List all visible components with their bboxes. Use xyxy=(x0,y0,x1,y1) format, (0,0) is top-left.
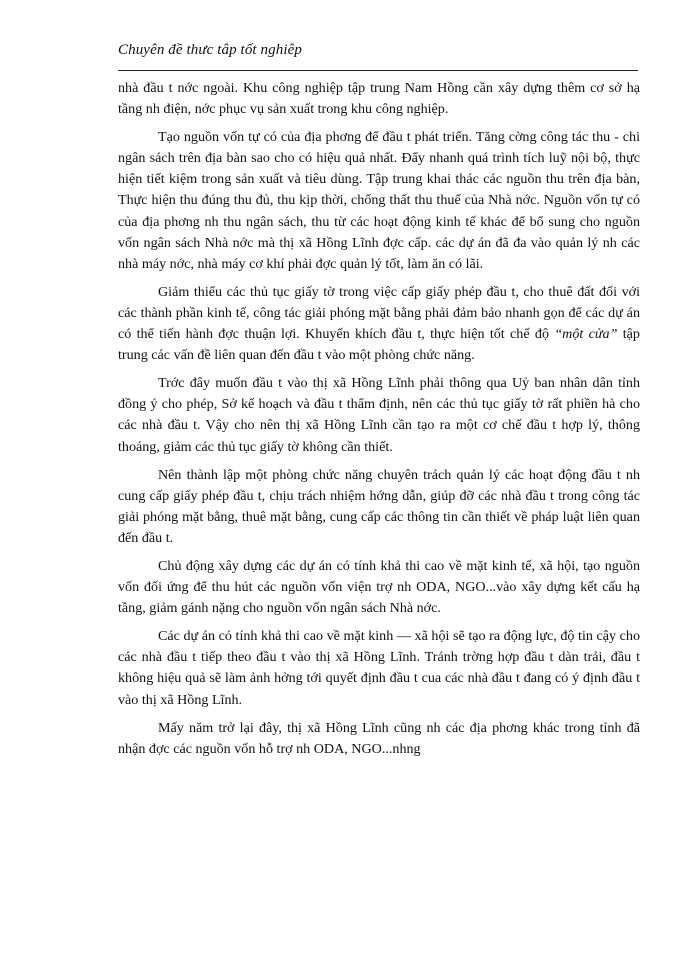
paragraph: Chủ động xây dựng các dự án có tính khả thi cao về mặt kinh tế, xã hội, tạo nguồn vốn đối ứng để thu hút các nguồn vốn viện trợ nh ODA, NGO...vào xây dựng kết cấu hạ tầng, giảm gánh nặng cho nguồn vốn ngân sách Nhà nớc. xyxy=(118,557,640,617)
page-header xyxy=(118,40,638,71)
paragraph: Tạo nguồn vốn tự có của địa phơng để đầu t phát triển. Tăng cờng công tác thu - chi ngân sách trên địa bàn sao cho có hiệu quả nhất. Đẩy nhanh quá trình tích luỹ nội bộ, thực hiện tiết kiệm trong sản xuất và tiêu dùng. Tập trung khai thác các nguồn thu trên địa bàn, Thực hiện thu đúng thu đủ, thu kịp thời, chống thất thu thuế của Nhà nớc. Nguồn vốn tự có của địa phơng nh thu ngân sách, thu từ các hoạt động kinh tế khác để bổ sung cho nguồn vốn ngân sách Nhà nớc mà thị xã Hồng Lĩnh đợc cấp. các dự án đã đa vào quản lý nh các nhà máy nớc, nhà máy cơ khí phải đợc quản lý tốt, làm ăn có lãi. xyxy=(118,129,640,272)
paragraph: Các dự án có tính khả thi cao về mặt kinh — xã hội sẽ tạo ra động lực, độ tin cậy cho các nhà đầu t tiếp theo đầu t vào thị xã Hồng Lĩnh. Tránh trờng hợp đầu t dàn trải, đầu t không hiệu quả sẽ làm ảnh hởng tới quyết định đầu t cua các nhà đầu t đang có ý định đầu t vào thị xã Hồng Lĩnh. xyxy=(118,628,640,708)
header-title: Chuyên đề thưc tâp tốt nghiêp xyxy=(118,42,302,58)
paragraph-text: tập trung các vấn đề liên quan đến đầu t vào một phòng chức năng. xyxy=(118,326,640,364)
paragraph: Nên thành lập một phòng chức năng chuyên trách quản lý các hoạt động đầu t nh cung cấp giấy phép đầu t, chịu trách nhiệm hớng dẫn, giúp đỡ các nhà đầu t trong công tác giải phóng mặt bằng, thuê mặt bằng, cung cấp các thông tin cần thiết về pháp luật liên quan đến đầu t. xyxy=(118,466,640,546)
paragraph-text: Giảm thiểu các thủ tục giấy tờ trong việc cấp giấy phép đầu t, cho thuê đất đối với các thành phần kinh tế, công tác giải phóng mặt bằng phải đảm bảo nhanh gọn để các dự án có thể tiến hành đợc thuận lợi. Khuyến khích đầu t, thực hiện tốt chế độ xyxy=(118,283,640,343)
paragraph: nhà đầu t nớc ngoài. Khu công nghiệp tập trung Nam Hồng cần xây dựng thêm cơ sở hạ tầng nh điện, nớc phục vụ sản xuất trong khu công nghiệp. xyxy=(118,80,640,118)
emphasis-text: “một cửa” xyxy=(554,326,618,343)
paragraph: Trớc đây muốn đầu t vào thị xã Hồng Lĩnh phải thông qua Uỷ ban nhân dân tỉnh đồng ý cho phép, Sở kế hoạch và đầu t thẩm định, nên các thủ tục giấy tờ rất phiền hà cho các nhà đầu t. Vậy cho nên thị xã Hồng Lĩnh cần tạo ra một cơ chế đầu t hợp lý, thông thoáng, giảm các thủ tục giấy tờ không cần thiết. xyxy=(118,375,640,455)
paragraph xyxy=(118,282,640,366)
paragraph: Mấy năm trở lại đây, thị xã Hồng Lĩnh cũng nh các địa phơng khác trong tỉnh đã nhận đợc các nguồn vốn hỗ trợ nh ODA, NGO...nhng xyxy=(118,719,640,757)
body-text xyxy=(118,78,640,767)
